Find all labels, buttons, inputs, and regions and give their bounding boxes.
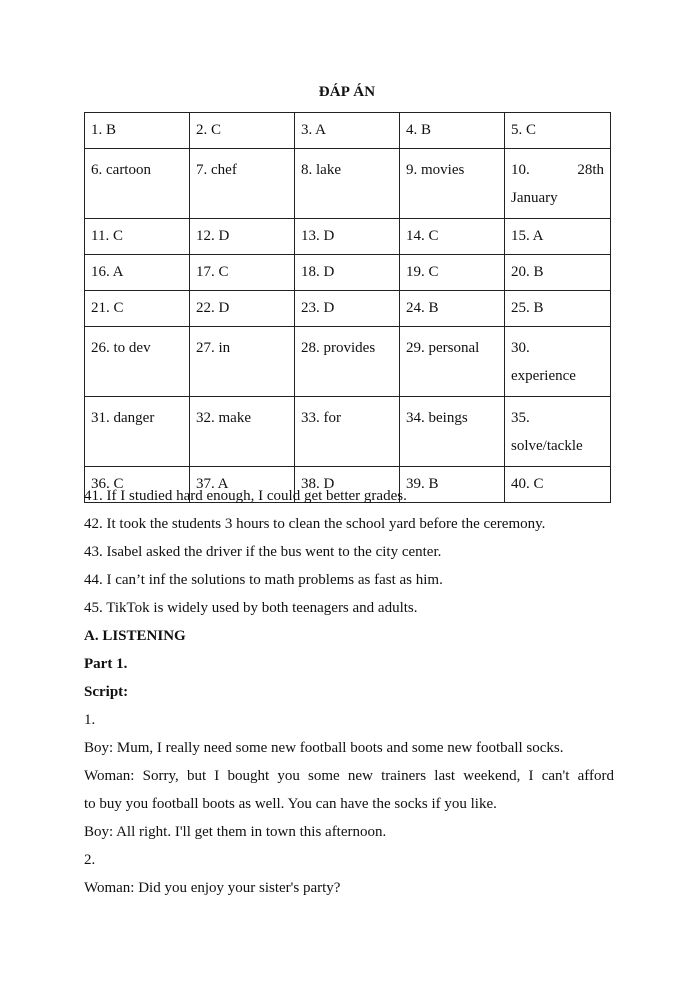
answer-cell: 1. B xyxy=(85,113,190,149)
answer-cell: 5. C xyxy=(505,113,611,149)
answer-cell: 38. D xyxy=(295,467,400,503)
answer-line: 41. If I studied hard enough, I could get better grades. xyxy=(84,488,407,504)
script-line: to buy you football boots as well. You can have the socks if you like. xyxy=(84,796,497,812)
answer-cell: 4. B xyxy=(400,113,505,149)
answer-cell: 3. A xyxy=(295,113,400,149)
script-line: Boy: All right. I'll get them in town this afternoon. xyxy=(84,824,387,840)
answer-table xyxy=(84,112,611,503)
answer-cell: 39. B xyxy=(400,467,505,503)
script-heading: Script: xyxy=(84,684,129,700)
answer-cell: 34. beings xyxy=(400,397,505,467)
answer-cell: 8. lake xyxy=(295,149,400,219)
table-row xyxy=(85,291,611,327)
answer-cell: 20. B xyxy=(505,255,611,291)
table-row xyxy=(85,219,611,255)
answer-cell: 16. A xyxy=(85,255,190,291)
answer-cell: 15. A xyxy=(505,219,611,255)
answer-cell xyxy=(505,149,611,219)
answer-cell: 26. to dev xyxy=(85,327,190,397)
answer-cell: 7. chef xyxy=(190,149,295,219)
script-line: 2. xyxy=(84,852,96,868)
answer-cell xyxy=(505,397,611,467)
answer-cell-part: 30. xyxy=(511,340,530,356)
answer-cell: 40. C xyxy=(505,467,611,503)
answer-cell: 37. A xyxy=(190,467,295,503)
page-title: ĐÁP ÁN xyxy=(318,84,376,100)
answer-cell: 22. D xyxy=(190,291,295,327)
answer-cell-part: solve/tackle xyxy=(511,438,583,454)
table-row xyxy=(85,149,611,219)
answer-cell: 24. B xyxy=(400,291,505,327)
answer-cell: 23. D xyxy=(295,291,400,327)
answer-line: 45. TikTok is widely used by both teenagers and adults. xyxy=(84,600,418,616)
script-line: Woman: Sorry, but I bought you some new trainers last weekend, I can't afford xyxy=(84,768,614,784)
answer-cell: 36. C xyxy=(85,467,190,503)
table-row xyxy=(85,397,611,467)
answer-cell: 18. D xyxy=(295,255,400,291)
answer-cell: 27. in xyxy=(190,327,295,397)
table-row xyxy=(85,327,611,397)
table-row xyxy=(85,255,611,291)
answer-line: 44. I can’t inf the solutions to math problems as fast as him. xyxy=(84,572,443,588)
answer-cell xyxy=(505,327,611,397)
answer-cell: 14. C xyxy=(400,219,505,255)
part-heading: Part 1. xyxy=(84,656,128,672)
script-line: Woman: Did you enjoy your sister's party? xyxy=(84,880,341,896)
answer-cell: 31. danger xyxy=(85,397,190,467)
answer-cell: 11. C xyxy=(85,219,190,255)
answer-lines xyxy=(84,482,614,902)
answer-cell: 21. C xyxy=(85,291,190,327)
script-line: Boy: Mum, I really need some new football boots and some new football socks. xyxy=(84,740,564,756)
answer-cell: 6. cartoon xyxy=(85,149,190,219)
answer-cell: 9. movies xyxy=(400,149,505,219)
section-heading: A. LISTENING xyxy=(84,628,186,644)
answer-cell-part: 10. xyxy=(511,162,530,178)
answer-cell: 19. C xyxy=(400,255,505,291)
answer-line: 42. It took the students 3 hours to clean the school yard before the ceremony. xyxy=(84,516,546,532)
script-line: 1. xyxy=(84,712,96,728)
answer-cell: 28. provides xyxy=(295,327,400,397)
answer-cell: 13. D xyxy=(295,219,400,255)
answer-cell-part: 35. xyxy=(511,410,530,426)
answer-cell-part: experience xyxy=(511,368,576,384)
answer-cell: 17. C xyxy=(190,255,295,291)
answer-cell: 2. C xyxy=(190,113,295,149)
answer-cell: 29. personal xyxy=(400,327,505,397)
table-row xyxy=(85,113,611,149)
answer-cell: 25. B xyxy=(505,291,611,327)
answer-cell-part: January xyxy=(511,190,558,206)
answer-cell: 12. D xyxy=(190,219,295,255)
answer-cell: 33. for xyxy=(295,397,400,467)
answer-line: 43. Isabel asked the driver if the bus went to the city center. xyxy=(84,544,442,560)
answer-cell-part: 28th xyxy=(577,162,604,178)
answer-cell: 32. make xyxy=(190,397,295,467)
